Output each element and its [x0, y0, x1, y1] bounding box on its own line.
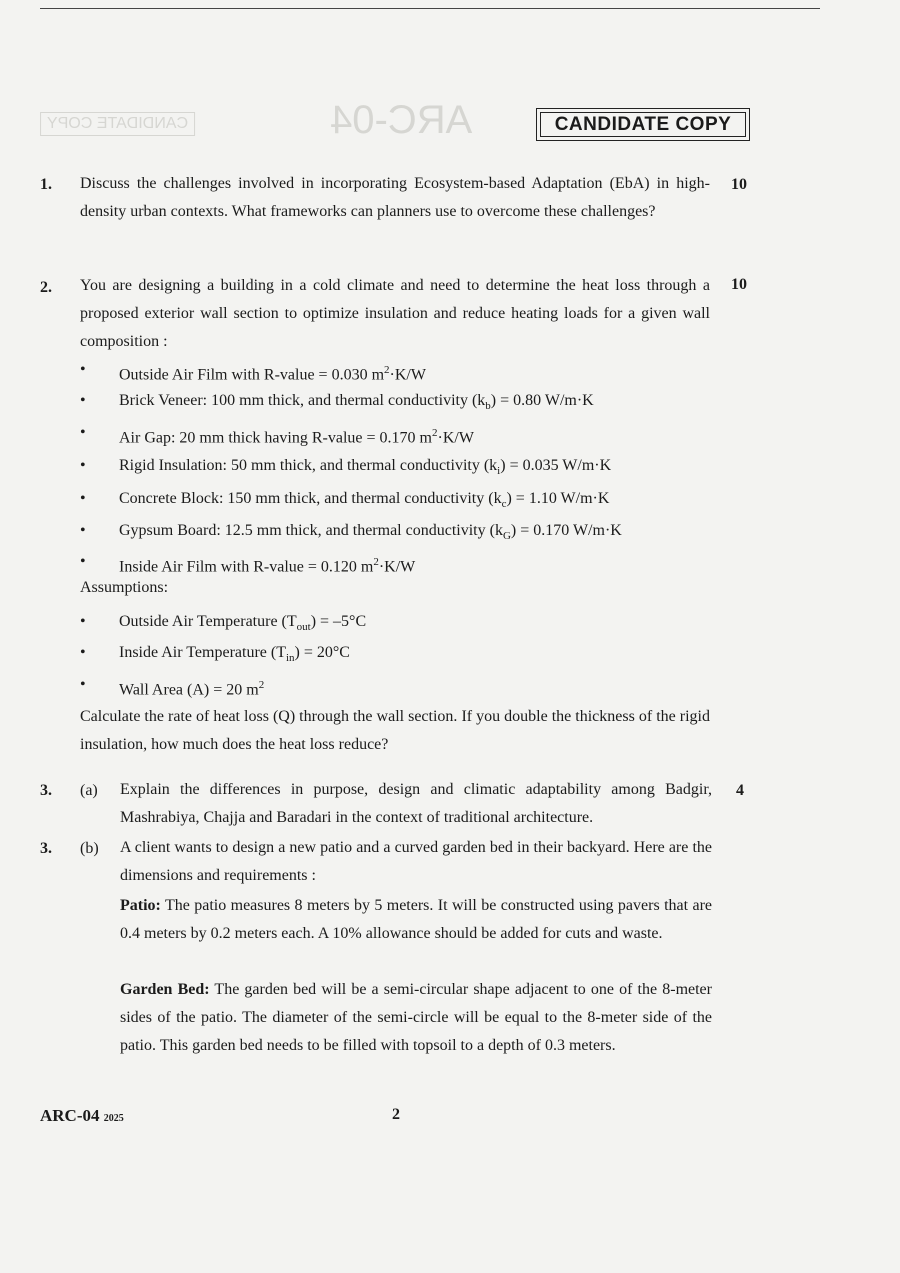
wall-layer-gypsum-board: Gypsum Board: 12.5 mm thick, and thermal conductivity $(k_G) = 0.170$ W/m·K: [119, 522, 622, 543]
question-3a-part: (a): [80, 782, 98, 799]
question-3b-number: 3.: [40, 840, 52, 857]
stamp-label: CANDIDATE COPY: [540, 112, 746, 137]
garden-bed-requirements: [120, 976, 712, 1060]
patio-label: Patio:: [120, 897, 161, 914]
assumptions-heading: Assumptions:: [80, 579, 169, 596]
bleed-through-title: ARC-04: [330, 98, 473, 142]
bullet-icon: •: [80, 490, 86, 507]
bullet-icon: •: [80, 553, 86, 570]
wall-layer-inside-air-film: Inside Air Film with R-value = 0.120 $m^2\cdot K/W$: [119, 556, 416, 576]
question-2-intro: You are designing a building in a cold climate and need to determine the heat loss through a proposed exterior wall section to optimize insulation and reduce heating loads for a given wall composition :: [80, 277, 710, 350]
question-3b-intro: A client wants to design a new patio and a curved garden bed in their backyard. Here are the dimensions and requirements :: [120, 839, 712, 884]
wall-layer-concrete-block: Concrete Block: 150 mm thick, and thermal conductivity $(k_c) = 1.10$ W/m·K: [119, 490, 610, 511]
wall-layer-rigid-insulation: Rigid Insulation: 50 mm thick, and thermal conductivity $(k_i) = 0.035$ W/m·K: [119, 457, 612, 478]
question-2-closing: Calculate the rate of heat loss (Q) through the wall section. If you double the thickness of the rigid insulation, how much does the heat loss reduce?: [80, 708, 710, 753]
assumption-wall-area: Wall Area (A) = 20 $m^2$: [119, 679, 265, 699]
bullet-icon: •: [80, 361, 86, 378]
bullet-icon: •: [80, 522, 86, 539]
question-3a-text: Explain the differences in purpose, design and climatic adaptability among Badgir, Mashrabiya, Chajja and Baradari in the context of traditional architecture.: [120, 781, 712, 826]
top-rule: [40, 8, 820, 9]
question-1-text: Discuss the challenges involved in incorporating Ecosystem-based Adaptation (EbA) in high-density urban contexts. What frameworks can planners use to overcome these challenges?: [80, 175, 710, 220]
question-1-marks: 10: [731, 176, 747, 193]
bullet-icon: •: [80, 392, 86, 409]
patio-text: The patio measures 8 meters by 5 meters. It will be constructed using pavers that are 0.4 meters by 0.2 meters each. A 10% allowance should be added for cuts and waste.: [120, 897, 712, 942]
candidate-copy-stamp: [536, 108, 750, 141]
assumption-inside-temp: Inside Air Temperature $(T_{in}) = 20^\circ C$: [119, 644, 350, 665]
bullet-icon: •: [80, 613, 86, 630]
question-2-number: 2.: [40, 279, 52, 296]
bullet-icon: •: [80, 424, 86, 441]
wall-layer-outside-air-film: Outside Air Film with R-value = 0.030 $m^2\cdot K/W$: [119, 364, 426, 384]
garden-bed-label: Garden Bed:: [120, 981, 210, 998]
paper-year: 2025: [103, 1113, 124, 1124]
question-1-number: 1.: [40, 176, 52, 193]
paper-code: [40, 1106, 124, 1126]
bleed-through-stamp: CANDIDATE COPY: [40, 112, 195, 136]
question-3a-number: 3.: [40, 782, 52, 799]
bullet-icon: •: [80, 644, 86, 661]
page-number: 2: [392, 1106, 400, 1123]
question-3b-part: (b): [80, 840, 99, 857]
bullet-icon: •: [80, 457, 86, 474]
patio-requirements: [120, 892, 712, 948]
question-2-marks: 10: [731, 276, 747, 293]
bullet-icon: •: [80, 676, 86, 693]
garden-bed-text: The garden bed will be a semi-circular shape adjacent to one of the 8-meter sides of the patio. The diameter of the semi-circle will be equal to the 8-meter side of the patio. This garden bed needs to be filled with topsoil to a depth of 0.3 meters.: [120, 981, 712, 1054]
wall-layer-brick-veneer: Brick Veneer: 100 mm thick, and thermal conductivity $(k_b) = 0.80$ W/m·K: [119, 392, 594, 413]
wall-layer-air-gap: Air Gap: 20 mm thick having R-value = 0.170 $m^2\cdot K/W$: [119, 427, 474, 447]
question-3a-marks: 4: [736, 782, 744, 799]
assumption-outside-temp: Outside Air Temperature $(T_{out}) = -5^\circ C$: [119, 613, 367, 634]
paper-code-label: ARC-04: [40, 1106, 100, 1125]
